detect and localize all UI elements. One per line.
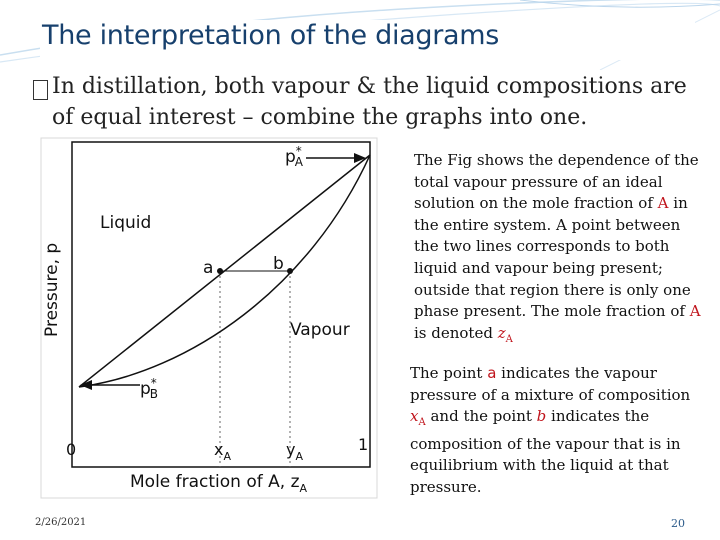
page-number: 20 [671, 517, 685, 530]
pa-star-label: p* A [285, 144, 304, 169]
bullet-text: In distillation, both vapour & the liquid compositions are of equal interest – combine the graphs into one. [52, 74, 687, 130]
point-b-label: b [273, 254, 284, 274]
vapour-label: Vapour [290, 320, 350, 340]
y-axis-label: Pressure, p [42, 242, 62, 337]
tick-xa: $x_A$ [214, 440, 231, 463]
point-b-marker [287, 268, 293, 274]
liquid-label: Liquid [100, 213, 152, 233]
footer-date: 2/26/2021 [35, 517, 87, 528]
tick-zero: 0 [66, 440, 77, 459]
pb-star-label: p* B [140, 376, 159, 401]
description-paragraph-2: The point a indicates the vapour pressure of a mixture of composition $x_A$ and the point b indicates the composition of the vapour that is in equilibrium with the liquid at that pressure. [410, 364, 691, 496]
point-a-marker [217, 268, 223, 274]
point-a-label: a [203, 258, 214, 278]
bullet-box-icon [33, 80, 48, 100]
phase-diagram-figure [40, 137, 378, 499]
description-paragraph-1: The Fig shows the dependence of the total vapour pressure of an ideal solution on the mole fraction of A in the entire system. A point between the two lines corresponds to both liquid and vapour being present; outside that region there is only one phase present. The mole fraction of A is denoted $z_A$ [414, 151, 701, 345]
tick-one: 1 [358, 435, 369, 454]
x-axis-label: Mole fraction of A, $z_A$ [130, 472, 308, 495]
slide-title: The interpretation of the diagrams [42, 20, 500, 51]
phase-diagram-svg [40, 137, 378, 499]
tick-ya: $y_A$ [286, 440, 303, 463]
